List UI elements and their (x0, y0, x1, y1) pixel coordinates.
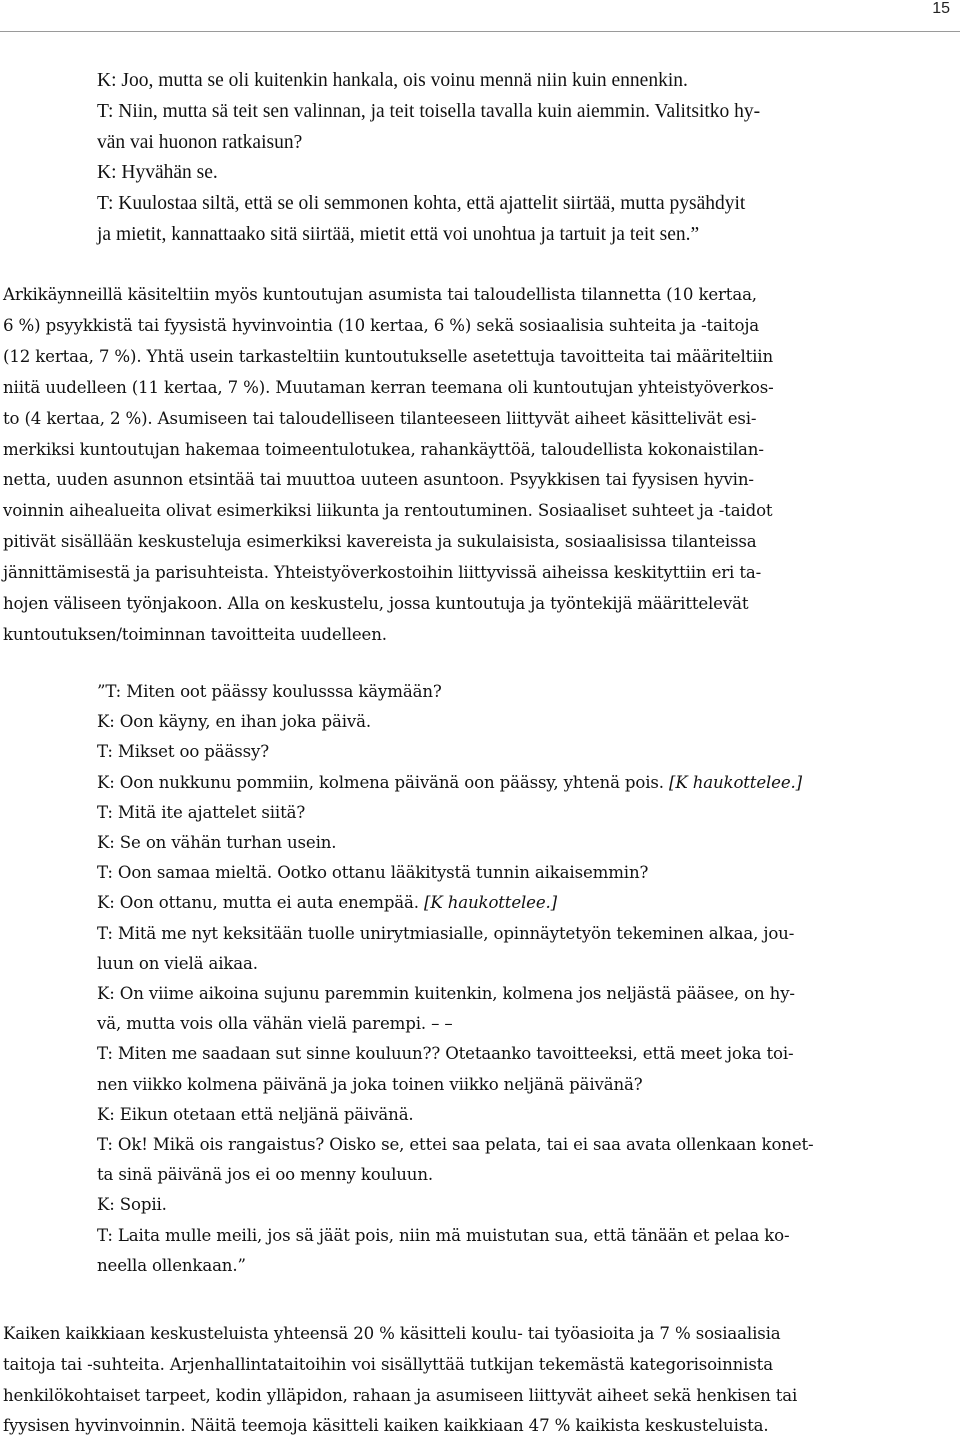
quote-line: T: Miten me saadaan sut sinne kouluun?? Otetaanko tavoitteeksi, että meet joka toi- (97, 1044, 794, 1064)
quote-line: K: Eikun otetaan että neljänä päivänä. (97, 1104, 414, 1124)
paragraph-line: 6 %) psyykkistä tai fyysistä hyvinvointia (10 kertaa, 6 %) sekä sosiaalisia suhteita ja -taitoja (3, 315, 760, 335)
quote-line: ja mietit, kannattaako sitä siirtää, mietit että voi unohtua ja tartuit ja teit sen.” (97, 223, 700, 245)
stage-direction: [K haukottelee.] (669, 772, 802, 792)
quote-line: vä, mutta vois olla vähän vielä parempi. – – (97, 1014, 453, 1034)
paragraph-line: Kaiken kaikkiaan keskusteluista yhteensä 20 % käsitteli koulu- tai työasioita ja 7 % sosiaalisia (3, 1324, 781, 1343)
quote-line: K: Se on vähän turhan usein. (97, 833, 337, 853)
quote-line: K: Oon käyny, en ihan joka päivä. (97, 712, 371, 732)
paragraph-line: netta, uuden asunnon etsintää tai muuttoa uuteen asuntoon. Psyykkisen tai fyysisen hyvin- (3, 470, 754, 490)
quote-line: vän vai huonon ratkaisun? (97, 131, 303, 153)
paragraph-line: taitoja tai -suhteita. Arjenhallintataitoihin voi sisällyttää tutkijan tekemästä kategorisoinnista (3, 1354, 773, 1374)
body-paragraph-2 (3, 1319, 797, 1442)
quote-line: T: Mitä ite ajattelet siitä? (97, 802, 306, 822)
quote-text: K: Oon ottanu, mutta ei auta enempää. (97, 893, 425, 913)
paragraph-line: kuntoutuksen/toiminnan tavoitteita uudelleen. (3, 624, 387, 644)
quote-line: T: Niin, mutta sä teit sen valinnan, ja teit toisella tavalla kuin aiemmin. Valitsitko hy- (97, 100, 761, 122)
quote-line: K: Hyvähän se. (97, 162, 218, 184)
quote-line: ta sinä päivänä jos ei oo menny kouluun. (97, 1165, 433, 1185)
quote-line: T: Mitä me nyt keksitään tuolle unirytmiasialle, opinnäytetyön tekeminen alkaa, jou- (97, 923, 795, 943)
quote-line (97, 768, 813, 798)
stage-direction: [K haukottelee.] (424, 893, 557, 913)
page-number: 15 (932, 0, 950, 17)
quote-line (97, 888, 813, 918)
body-paragraph-1 (3, 280, 774, 651)
header-divider (0, 31, 960, 32)
paragraph-line: niitä uudelleen (11 kertaa, 7 %). Muutaman kerran teemana oli kuntoutujan yhteistyöverkos- (3, 377, 774, 397)
paragraph-line: voinnin aihealueita olivat esimerkiksi liikunta ja rentoutuminen. Sosiaaliset suhteet ja -taidot (3, 501, 773, 521)
paragraph-line: jännittämisestä ja parisuhteista. Yhteistyöverkostoihin liittyvissä aiheissa keskityttiin eri ta- (3, 563, 762, 583)
quote-line: T: Mikset oo päässy? (97, 742, 269, 762)
quote-line: K: On viime aikoina sujunu paremmin kuitenkin, kolmena jos neljästä pääsee, on hy- (97, 984, 795, 1004)
quote-block-2 (97, 677, 813, 1281)
quote-line: ”T: Miten oot päässy koulusssa käymään? (97, 682, 442, 701)
paragraph-line: Arkikäynneillä käsiteltiin myös kuntoutujan asumista tai taloudellista tilannetta (10 kertaa, (3, 285, 757, 304)
quote-line: neella ollenkaan.” (97, 1255, 246, 1275)
quote-line: K: Sopii. (97, 1195, 167, 1215)
quote-line: K: Joo, mutta se oli kuitenkin hankala, ois voinu mennä niin kuin ennenkin. (97, 70, 688, 91)
quote-line: T: Laita mulle meili, jos sä jäät pois, niin mä muistutan sua, että tänään et pelaa ko- (97, 1225, 790, 1245)
quote-block-1 (97, 66, 760, 251)
paragraph-line: hojen väliseen työnjakoon. Alla on keskustelu, jossa kuntoutuja ja työntekijä määrittelevät (3, 594, 749, 614)
quote-line: nen viikko kolmena päivänä ja joka toinen viikko neljänä päivänä? (97, 1074, 643, 1094)
paragraph-line: to (4 kertaa, 2 %). Asumiseen tai taloudelliseen tilanteeseen liittyvät aiheet käsittelivät esi- (3, 408, 757, 428)
quote-line: luun on vielä aikaa. (97, 953, 258, 973)
quote-text: K: Oon nukkunu pommiin, kolmena päivänä oon päässy, yhtenä pois. (97, 772, 670, 792)
quote-line: T: Oon samaa mieltä. Ootko ottanu lääkitystä tunnin aikaisemmin? (97, 863, 649, 883)
paragraph-line: pitivät sisällään keskusteluja esimerkiksi kavereista ja sukulaisista, sosiaalisissa tilanteissa (3, 532, 757, 552)
quote-line: T: Ok! Mikä ois rangaistus? Oisko se, ettei saa pelata, tai ei saa avata ollenkaan konet- (97, 1135, 814, 1155)
paragraph-line: merkiksi kuntoutujan hakemaa toimeentulotukea, rahankäyttöä, taloudellista kokonaistilan- (3, 439, 764, 459)
paragraph-line: henkilökohtaiset tarpeet, kodin ylläpidon, rahaan ja asumiseen liittyvät aiheet sekä henkisen tai (3, 1385, 798, 1405)
paragraph-line: (12 kertaa, 7 %). Yhtä usein tarkasteltiin kuntoutukselle asetettuja tavoitteita tai määriteltiin (3, 346, 773, 366)
paragraph-line: fyysisen hyvinvoinnin. Näitä teemoja käsitteli kaiken kaikkiaan 47 % kaikista keskusteluista. (3, 1416, 769, 1436)
quote-line: T: Kuulostaa siltä, että se oli semmonen kohta, että ajattelit siirtää, mutta pysähdyit (97, 193, 746, 215)
